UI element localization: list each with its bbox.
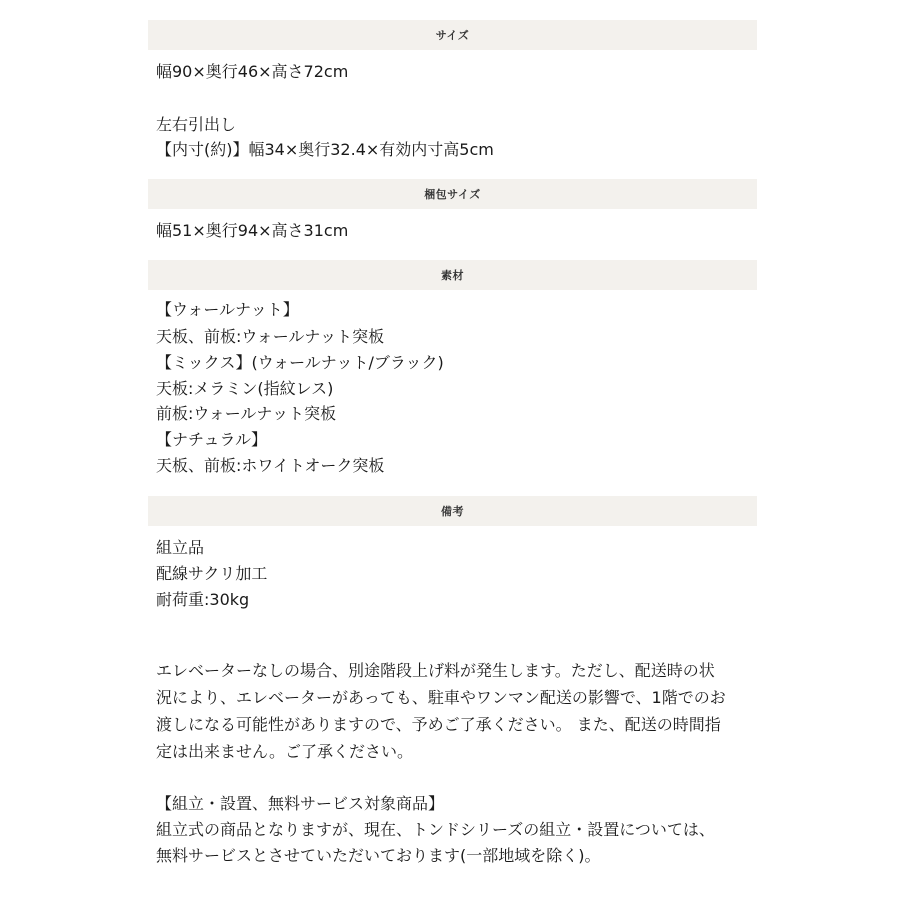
size-drawer-label: 左右引出し: [156, 115, 237, 134]
size-dimensions: 幅90×奥行46×高さ72cm: [156, 62, 349, 81]
material-line: 前板:ウォールナット突板: [156, 404, 337, 423]
material-line: 【ナチュラル】: [156, 430, 268, 449]
delivery-note-line: エレベーターなしの場合、別途階段上げ料が発生します。ただし、配送時の状: [156, 661, 715, 680]
remarks-line: 耐荷重:30kg: [156, 590, 250, 609]
service-note-line: 組立式の商品となりますが、現在、トンドシリーズの組立・設置については、: [156, 820, 715, 839]
material-line: 【ミックス】(ウォールナット/ブラック): [156, 353, 444, 372]
section-heading-material: 素材: [148, 260, 757, 290]
section-heading-remarks: 備考: [148, 496, 757, 526]
delivery-note-line: 況により、エレベーターがあっても、駐車やワンマン配送の影響で、1階でのお: [156, 688, 726, 707]
material-line: 天板、前板:ホワイトオーク突板: [156, 456, 385, 475]
size-drawer-inner: 【内寸(約)】幅34×奥行32.4×有効内寸高5cm: [156, 140, 494, 159]
material-line: 【ウォールナット】: [156, 300, 299, 319]
delivery-note-line: 定は出来ません。ご了承ください。: [156, 742, 413, 761]
delivery-note-line: 渡しになる可能性がありますので、予めご了承ください。 また、配送の時間指: [156, 715, 721, 734]
service-title: 【組立・設置、無料サービス対象商品】: [156, 794, 445, 813]
material-line: 天板:メラミン(指紋レス): [156, 379, 334, 398]
section-heading-package-size: 梱包サイズ: [148, 179, 757, 209]
material-line: 天板、前板:ウォールナット突板: [156, 327, 385, 346]
remarks-line: 組立品: [156, 538, 205, 557]
section-heading-size: サイズ: [148, 20, 757, 50]
service-note-line: 無料サービスとさせていただいております(一部地域を除く)。: [156, 846, 601, 865]
remarks-line: 配線サクリ加工: [156, 564, 268, 583]
package-dimensions: 幅51×奥行94×高さ31cm: [156, 221, 349, 240]
